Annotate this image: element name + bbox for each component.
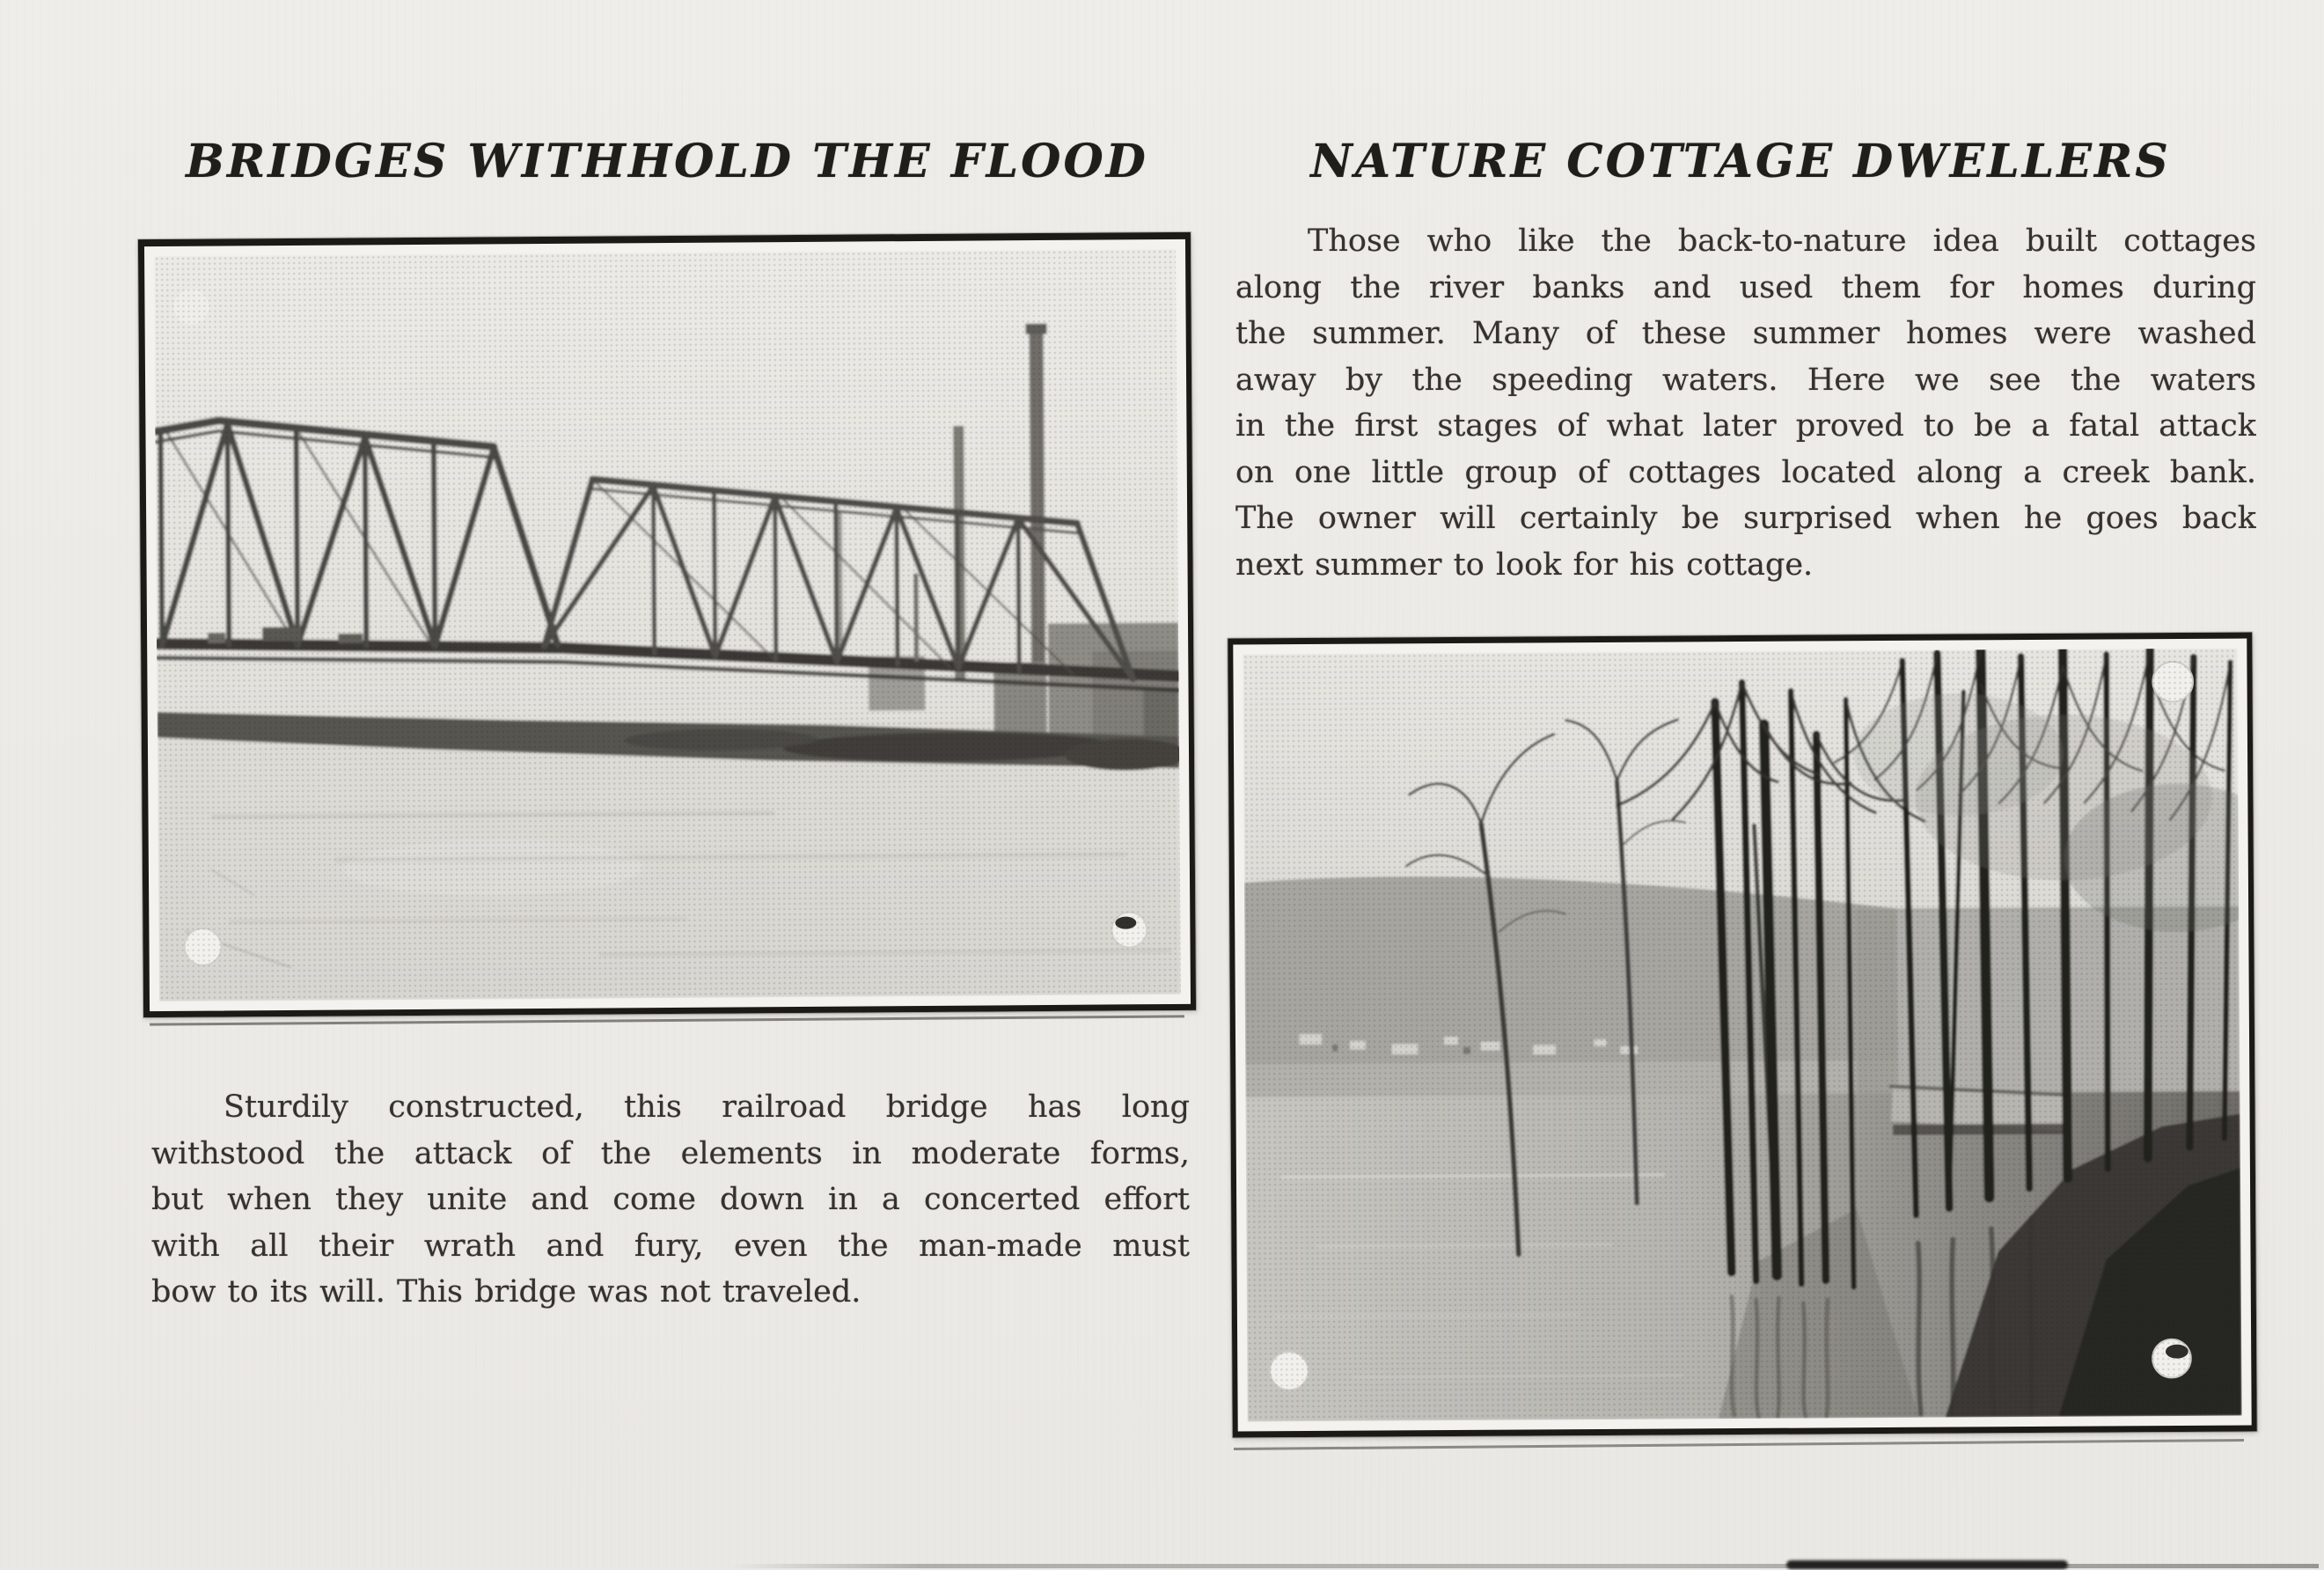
scan-artifact-line [150,1015,1184,1025]
caption-line: withstood the attack of the elements in moderate forms, [151,1135,1190,1171]
paragraph-line: The owner will certainly be surprised when he goes back [1235,501,2256,536]
scan-artifact-bottom-blob [1786,1560,2068,1569]
cottage-paragraph [1235,218,2256,588]
paragraph-line: on one little group of cottages located along a creek bank. [1235,454,2256,490]
scan-artifact-line [1234,1439,2244,1450]
paragraph-line: the summer. Many of these summer homes were washed [1235,316,2256,351]
bridge-caption [151,1084,1190,1316]
paragraph-line: away by the speeding waters. Here we see the waters [1235,362,2256,398]
paragraph-line: along the river banks and used them for homes during [1235,269,2256,305]
bridge-photo-art [154,249,1181,1001]
trees-photo-art [1243,649,2241,1422]
flooded-trees-photo [1228,632,2257,1437]
caption-line: bow to its will. This bridge was not traveled. [151,1274,861,1310]
caption-line: but when they unite and come down in a concerted effort [151,1182,1190,1217]
bridge-flood-photo [138,232,1196,1017]
caption-line: Sturdily constructed, this railroad bridge has long [224,1089,1190,1125]
scan-artifact-bottom-edge [730,1564,2319,1568]
left-article-heading: BRIDGES WITHHOLD THE FLOOD [186,134,1148,188]
paragraph-line: next summer to look for his cottage. [1235,547,1814,583]
caption-line: with all their wrath and fury, even the man-made must [151,1228,1190,1264]
paragraph-line: Those who like the back-to-nature idea built cottages [1308,224,2256,259]
paragraph-line: in the first stages of what later proved to be a fatal attack [1235,408,2256,444]
right-article-heading: NATURE COTTAGE DWELLERS [1310,134,2171,188]
